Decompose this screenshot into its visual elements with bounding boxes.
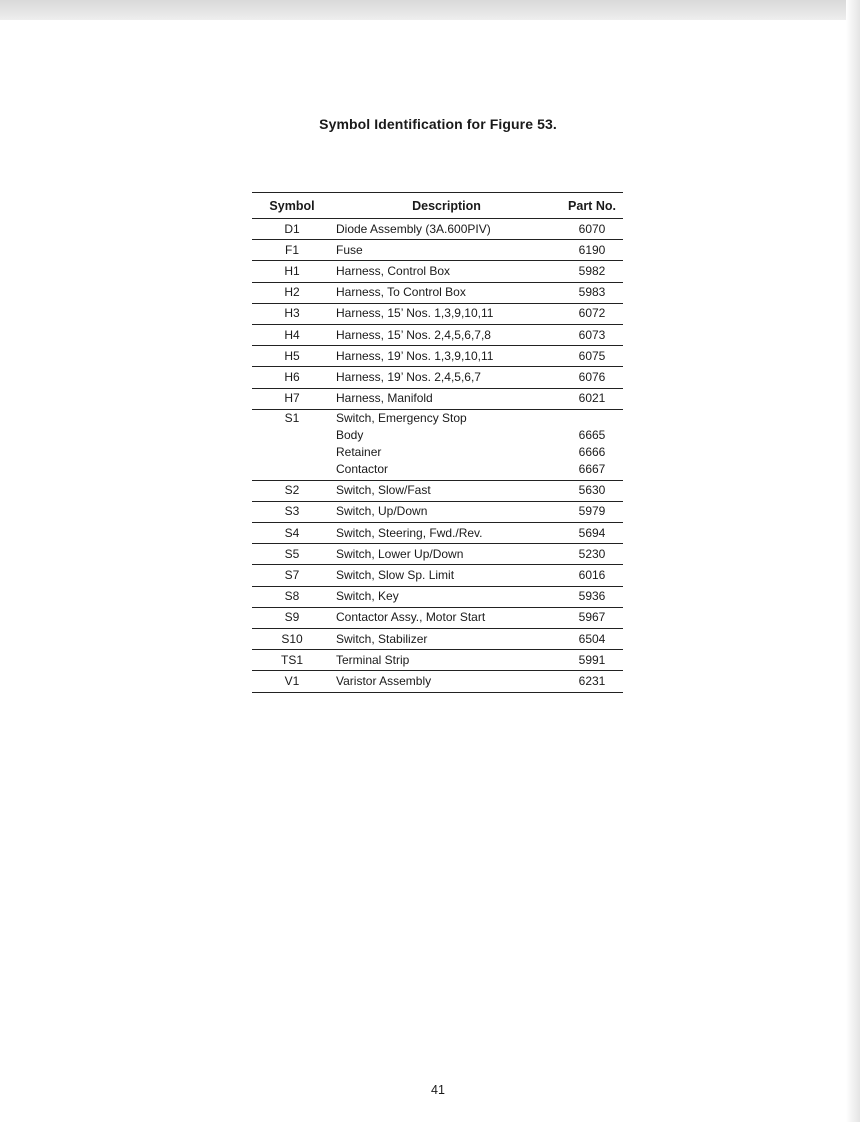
symbol-cell: H7 bbox=[252, 388, 332, 409]
part-no-spacer bbox=[561, 410, 623, 427]
description-cell: Switch, Slow Sp. Limit bbox=[332, 565, 561, 586]
symbol-cell: H5 bbox=[252, 346, 332, 367]
table-row bbox=[252, 544, 623, 565]
symbol-cell: F1 bbox=[252, 240, 332, 261]
table-row bbox=[252, 671, 623, 692]
subitem-part-no: 6666 bbox=[578, 444, 606, 459]
scan-edge-right bbox=[846, 0, 860, 1122]
description-cell: Varistor Assembly bbox=[332, 671, 561, 692]
symbol-cell: S3 bbox=[252, 501, 332, 522]
part-no-cell: 6072 bbox=[561, 303, 623, 324]
description-cell: Harness, 19’ Nos. 2,4,5,6,7 bbox=[332, 367, 561, 388]
description-cell: Switch, Steering, Fwd./Rev. bbox=[332, 523, 561, 544]
description-cell bbox=[332, 409, 561, 480]
part-no-cell: 5967 bbox=[561, 607, 623, 628]
part-no-cell: 5983 bbox=[561, 282, 623, 303]
subitem-description: Body bbox=[336, 427, 364, 442]
description-cell: Switch, Up/Down bbox=[332, 501, 561, 522]
symbol-cell: S4 bbox=[252, 523, 332, 544]
symbol-cell: H4 bbox=[252, 324, 332, 345]
subitem-description: Retainer bbox=[336, 444, 382, 459]
description-cell: Switch, Key bbox=[332, 586, 561, 607]
description-cell: Harness, Manifold bbox=[332, 388, 561, 409]
table-row bbox=[252, 346, 623, 367]
table-row bbox=[252, 240, 623, 261]
table-row bbox=[252, 523, 623, 544]
part-no-cell: 5230 bbox=[561, 544, 623, 565]
part-no-cell: 5630 bbox=[561, 480, 623, 501]
symbol-cell: V1 bbox=[252, 671, 332, 692]
part-no-cell bbox=[561, 409, 623, 480]
description-cell: Harness, Control Box bbox=[332, 261, 561, 282]
symbol-cell: H3 bbox=[252, 303, 332, 324]
symbol-cell: S2 bbox=[252, 480, 332, 501]
symbol-cell: S10 bbox=[252, 629, 332, 650]
part-no-cell: 6504 bbox=[561, 629, 623, 650]
table-row bbox=[252, 388, 623, 409]
table-row bbox=[252, 650, 623, 671]
symbol-cell: S8 bbox=[252, 586, 332, 607]
description-cell: Terminal Strip bbox=[332, 650, 561, 671]
table-row bbox=[252, 607, 623, 628]
parts-table bbox=[252, 192, 623, 693]
description-cell: Fuse bbox=[332, 240, 561, 261]
symbol-cell: H2 bbox=[252, 282, 332, 303]
part-no-cell: 6070 bbox=[561, 219, 623, 240]
table-row bbox=[252, 324, 623, 345]
description-cell: Switch, Stabilizer bbox=[332, 629, 561, 650]
part-no-column-header: Part No. bbox=[561, 193, 623, 219]
description-cell: Switch, Lower Up/Down bbox=[332, 544, 561, 565]
scan-edge-top bbox=[0, 0, 860, 20]
part-no-cell: 5694 bbox=[561, 523, 623, 544]
symbol-cell: H6 bbox=[252, 367, 332, 388]
part-no-cell: 6016 bbox=[561, 565, 623, 586]
description-text: Switch, Emergency Stop bbox=[336, 410, 467, 425]
symbol-cell: H1 bbox=[252, 261, 332, 282]
table-row bbox=[252, 409, 623, 480]
description-cell: Contactor Assy., Motor Start bbox=[332, 607, 561, 628]
table-row bbox=[252, 367, 623, 388]
subitem-part-no: 6667 bbox=[578, 461, 606, 476]
symbol-cell: D1 bbox=[252, 219, 332, 240]
table-row bbox=[252, 565, 623, 586]
part-no-cell: 6021 bbox=[561, 388, 623, 409]
part-no-cell: 6076 bbox=[561, 367, 623, 388]
page-number: 41 bbox=[431, 1083, 445, 1097]
description-cell: Diode Assembly (3A.600PIV) bbox=[332, 219, 561, 240]
part-no-cell: 5991 bbox=[561, 650, 623, 671]
part-no-cell: 5982 bbox=[561, 261, 623, 282]
table-row bbox=[252, 629, 623, 650]
table-row bbox=[252, 501, 623, 522]
part-no-cell: 5979 bbox=[561, 501, 623, 522]
description-cell: Harness, 15’ Nos. 1,3,9,10,11 bbox=[332, 303, 561, 324]
table-row bbox=[252, 480, 623, 501]
part-no-cell: 5936 bbox=[561, 586, 623, 607]
part-no-cell: 6073 bbox=[561, 324, 623, 345]
symbol-column-header: Symbol bbox=[252, 193, 332, 219]
symbol-cell: TS1 bbox=[252, 650, 332, 671]
table-row bbox=[252, 586, 623, 607]
table-header-row bbox=[252, 193, 623, 219]
subitem-description: Contactor bbox=[336, 461, 389, 476]
part-no-cell: 6190 bbox=[561, 240, 623, 261]
description-cell: Switch, Slow/Fast bbox=[332, 480, 561, 501]
table-row bbox=[252, 261, 623, 282]
part-no-cell: 6231 bbox=[561, 671, 623, 692]
symbol-cell: S1 bbox=[252, 409, 332, 480]
table-row bbox=[252, 303, 623, 324]
symbol-cell: S7 bbox=[252, 565, 332, 586]
page-title: Symbol Identification for Figure 53. bbox=[319, 116, 557, 132]
subitem-part-no: 6665 bbox=[578, 427, 606, 442]
description-column-header: Description bbox=[332, 193, 561, 219]
symbol-cell: S9 bbox=[252, 607, 332, 628]
description-cell: Harness, 19’ Nos. 1,3,9,10,11 bbox=[332, 346, 561, 367]
description-cell: Harness, 15’ Nos. 2,4,5,6,7,8 bbox=[332, 324, 561, 345]
description-cell: Harness, To Control Box bbox=[332, 282, 561, 303]
symbol-cell: S5 bbox=[252, 544, 332, 565]
table-row bbox=[252, 219, 623, 240]
table-body bbox=[252, 219, 623, 693]
part-no-cell: 6075 bbox=[561, 346, 623, 367]
table-row bbox=[252, 282, 623, 303]
